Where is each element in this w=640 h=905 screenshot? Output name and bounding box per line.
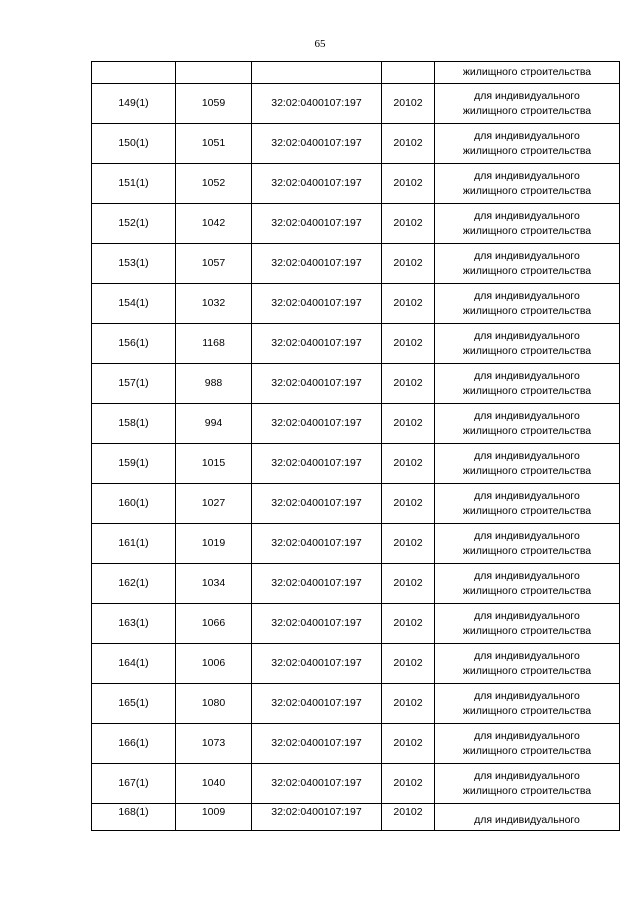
cell-number: 162(1) xyxy=(92,564,176,604)
cell-cadastral: 32:02:0400107:197 xyxy=(252,804,382,831)
cell-area: 1051 xyxy=(176,124,252,164)
cell-area: 1066 xyxy=(176,604,252,644)
cell-purpose xyxy=(435,164,620,204)
cell-number: 157(1) xyxy=(92,364,176,404)
table-row xyxy=(92,244,620,284)
purpose-line-1: для индивидуального xyxy=(474,129,580,142)
cell-cadastral: 32:02:0400107:197 xyxy=(252,444,382,484)
cell-cadastral: 32:02:0400107:197 xyxy=(252,484,382,524)
continuation-row xyxy=(92,62,620,84)
cell-number: 167(1) xyxy=(92,764,176,804)
purpose-line-1: для индивидуального xyxy=(474,729,580,742)
cell-purpose xyxy=(435,244,620,284)
purpose-line-1: для индивидуального xyxy=(474,649,580,662)
cell-code: 20102 xyxy=(382,404,435,444)
purpose-line-1: для индивидуального xyxy=(474,329,580,342)
cell-purpose xyxy=(435,324,620,364)
cell-number: 156(1) xyxy=(92,324,176,364)
table-row xyxy=(92,564,620,604)
table-row xyxy=(92,684,620,724)
cell-cadastral: 32:02:0400107:197 xyxy=(252,124,382,164)
cell-area: 1168 xyxy=(176,324,252,364)
cell-number: 150(1) xyxy=(92,124,176,164)
table-row xyxy=(92,284,620,324)
purpose-line-2: жилищного строительства xyxy=(462,264,592,277)
cell-purpose xyxy=(435,604,620,644)
cell-code: 20102 xyxy=(382,804,435,831)
cell-area: 1006 xyxy=(176,644,252,684)
cell-code: 20102 xyxy=(382,604,435,644)
cell-number: 152(1) xyxy=(92,204,176,244)
cell-area: 1042 xyxy=(176,204,252,244)
cell-cadastral: 32:02:0400107:197 xyxy=(252,564,382,604)
cell-area: 1059 xyxy=(176,84,252,124)
purpose-line-1: для индивидуального xyxy=(474,529,580,542)
purpose-line-2: жилищного строительства xyxy=(462,384,592,397)
cell-purpose xyxy=(435,524,620,564)
purpose-line-1: для индивидуального xyxy=(474,449,580,462)
purpose-line-1: для индивидуального xyxy=(474,249,580,262)
cell-number: 158(1) xyxy=(92,404,176,444)
cell-code: 20102 xyxy=(382,444,435,484)
purpose-line-2: жилищного строительства xyxy=(462,144,592,157)
purpose-line-2: жилищного строительства xyxy=(462,584,592,597)
cell-cadastral: 32:02:0400107:197 xyxy=(252,644,382,684)
purpose-line-1: для индивидуального xyxy=(474,569,580,582)
table-row xyxy=(92,764,620,804)
cell-area: 1009 xyxy=(176,804,252,831)
purpose-line-1: для индивидуального xyxy=(474,489,580,502)
purpose-line-2: жилищного строительства xyxy=(462,544,592,557)
cell-cadastral: 32:02:0400107:197 xyxy=(252,164,382,204)
cell-cadastral: 32:02:0400107:197 xyxy=(252,524,382,564)
cell-area: 1015 xyxy=(176,444,252,484)
purpose-line-2: жилищного строительства xyxy=(462,104,592,117)
cell-purpose xyxy=(435,484,620,524)
cell-code xyxy=(382,62,435,84)
purpose-line-1: для индивидуального xyxy=(474,289,580,302)
cell-purpose xyxy=(435,444,620,484)
cell-area: 1019 xyxy=(176,524,252,564)
cell-area: 1080 xyxy=(176,684,252,724)
table-row xyxy=(92,484,620,524)
purpose-line-2: жилищного строительства xyxy=(462,304,592,317)
table-row xyxy=(92,724,620,764)
cell-code: 20102 xyxy=(382,324,435,364)
land-plots-table xyxy=(91,61,620,831)
cell-code: 20102 xyxy=(382,84,435,124)
cell-purpose xyxy=(435,364,620,404)
purpose-line-2: жилищного строительства xyxy=(462,424,592,437)
table-row xyxy=(92,124,620,164)
purpose-line-2: жилищного строительства xyxy=(462,224,592,237)
table-row xyxy=(92,324,620,364)
cell-cadastral: 32:02:0400107:197 xyxy=(252,244,382,284)
cell-area: 1027 xyxy=(176,484,252,524)
cell-number: 166(1) xyxy=(92,724,176,764)
table-row xyxy=(92,84,620,124)
cell-purpose xyxy=(435,84,620,124)
cell-cadastral: 32:02:0400107:197 xyxy=(252,364,382,404)
cell-area xyxy=(176,62,252,84)
cell-purpose xyxy=(435,404,620,444)
purpose-line-1: для индивидуального xyxy=(474,369,580,382)
cell-cadastral: 32:02:0400107:197 xyxy=(252,284,382,324)
cell-number: 154(1) xyxy=(92,284,176,324)
purpose-line-2: жилищного строительства xyxy=(462,784,592,797)
cell-number xyxy=(92,62,176,84)
cell-cadastral: 32:02:0400107:197 xyxy=(252,684,382,724)
cell-area: 1034 xyxy=(176,564,252,604)
cell-number: 164(1) xyxy=(92,644,176,684)
cell-code: 20102 xyxy=(382,364,435,404)
cell-code: 20102 xyxy=(382,204,435,244)
cell-purpose xyxy=(435,764,620,804)
cell-code: 20102 xyxy=(382,564,435,604)
table-row-last xyxy=(92,804,620,831)
cell-area: 1032 xyxy=(176,284,252,324)
purpose-line-2: жилищного строительства xyxy=(462,664,592,677)
cell-number: 151(1) xyxy=(92,164,176,204)
cell-purpose: жилищного строительства xyxy=(435,62,620,84)
table-row xyxy=(92,364,620,404)
cell-purpose xyxy=(435,684,620,724)
cell-purpose xyxy=(435,204,620,244)
cell-purpose xyxy=(435,564,620,604)
table-body xyxy=(92,62,620,831)
cell-code: 20102 xyxy=(382,764,435,804)
cell-area: 1073 xyxy=(176,724,252,764)
purpose-line-2: жилищного строительства xyxy=(462,344,592,357)
cell-cadastral: 32:02:0400107:197 xyxy=(252,764,382,804)
purpose-line-1: для индивидуального xyxy=(474,89,580,102)
cell-cadastral: 32:02:0400107:197 xyxy=(252,724,382,764)
purpose-line-1: для индивидуального xyxy=(474,209,580,222)
cell-cadastral: 32:02:0400107:197 xyxy=(252,324,382,364)
cell-purpose xyxy=(435,644,620,684)
cell-code: 20102 xyxy=(382,724,435,764)
table-row xyxy=(92,204,620,244)
purpose-line-1: для индивидуального xyxy=(474,769,580,782)
cell-number: 160(1) xyxy=(92,484,176,524)
purpose-line-2: жилищного строительства xyxy=(462,624,592,637)
cell-purpose xyxy=(435,124,620,164)
purpose-line-2: жилищного строительства xyxy=(462,504,592,517)
table-row xyxy=(92,444,620,484)
cell-number: 153(1) xyxy=(92,244,176,284)
cell-number: 159(1) xyxy=(92,444,176,484)
table-row xyxy=(92,604,620,644)
cell-cadastral: 32:02:0400107:197 xyxy=(252,404,382,444)
cell-code: 20102 xyxy=(382,244,435,284)
cell-cadastral: 32:02:0400107:197 xyxy=(252,604,382,644)
purpose-line-2: жилищного строительства xyxy=(462,464,592,477)
cell-number: 149(1) xyxy=(92,84,176,124)
cell-purpose xyxy=(435,284,620,324)
table-row xyxy=(92,404,620,444)
cell-code: 20102 xyxy=(382,484,435,524)
purpose-line-1: для индивидуального xyxy=(474,609,580,622)
table-row xyxy=(92,644,620,684)
cell-code: 20102 xyxy=(382,524,435,564)
cell-number: 165(1) xyxy=(92,684,176,724)
cell-number: 168(1) xyxy=(92,804,176,831)
cell-cadastral: 32:02:0400107:197 xyxy=(252,84,382,124)
cell-code: 20102 xyxy=(382,284,435,324)
cell-area: 988 xyxy=(176,364,252,404)
cell-purpose xyxy=(435,724,620,764)
cell-area: 1057 xyxy=(176,244,252,284)
cell-number: 163(1) xyxy=(92,604,176,644)
cell-area: 994 xyxy=(176,404,252,444)
cell-code: 20102 xyxy=(382,644,435,684)
cell-cadastral: 32:02:0400107:197 xyxy=(252,204,382,244)
cell-number: 161(1) xyxy=(92,524,176,564)
table-row xyxy=(92,164,620,204)
cell-code: 20102 xyxy=(382,124,435,164)
purpose-line-1: для индивидуального xyxy=(474,409,580,422)
cell-cadastral xyxy=(252,62,382,84)
purpose-line-1: для индивидуального xyxy=(474,689,580,702)
purpose-line-1: для индивидуального xyxy=(474,169,580,182)
cell-code: 20102 xyxy=(382,164,435,204)
purpose-line-2: жилищного строительства xyxy=(462,744,592,757)
purpose-line-2: жилищного строительства xyxy=(462,184,592,197)
cell-code: 20102 xyxy=(382,684,435,724)
cell-area: 1040 xyxy=(176,764,252,804)
cell-area: 1052 xyxy=(176,164,252,204)
table-row xyxy=(92,524,620,564)
purpose-line-2: жилищного строительства xyxy=(462,704,592,717)
cell-purpose: для индивидуального xyxy=(435,804,620,831)
page-number: 65 xyxy=(314,38,326,50)
